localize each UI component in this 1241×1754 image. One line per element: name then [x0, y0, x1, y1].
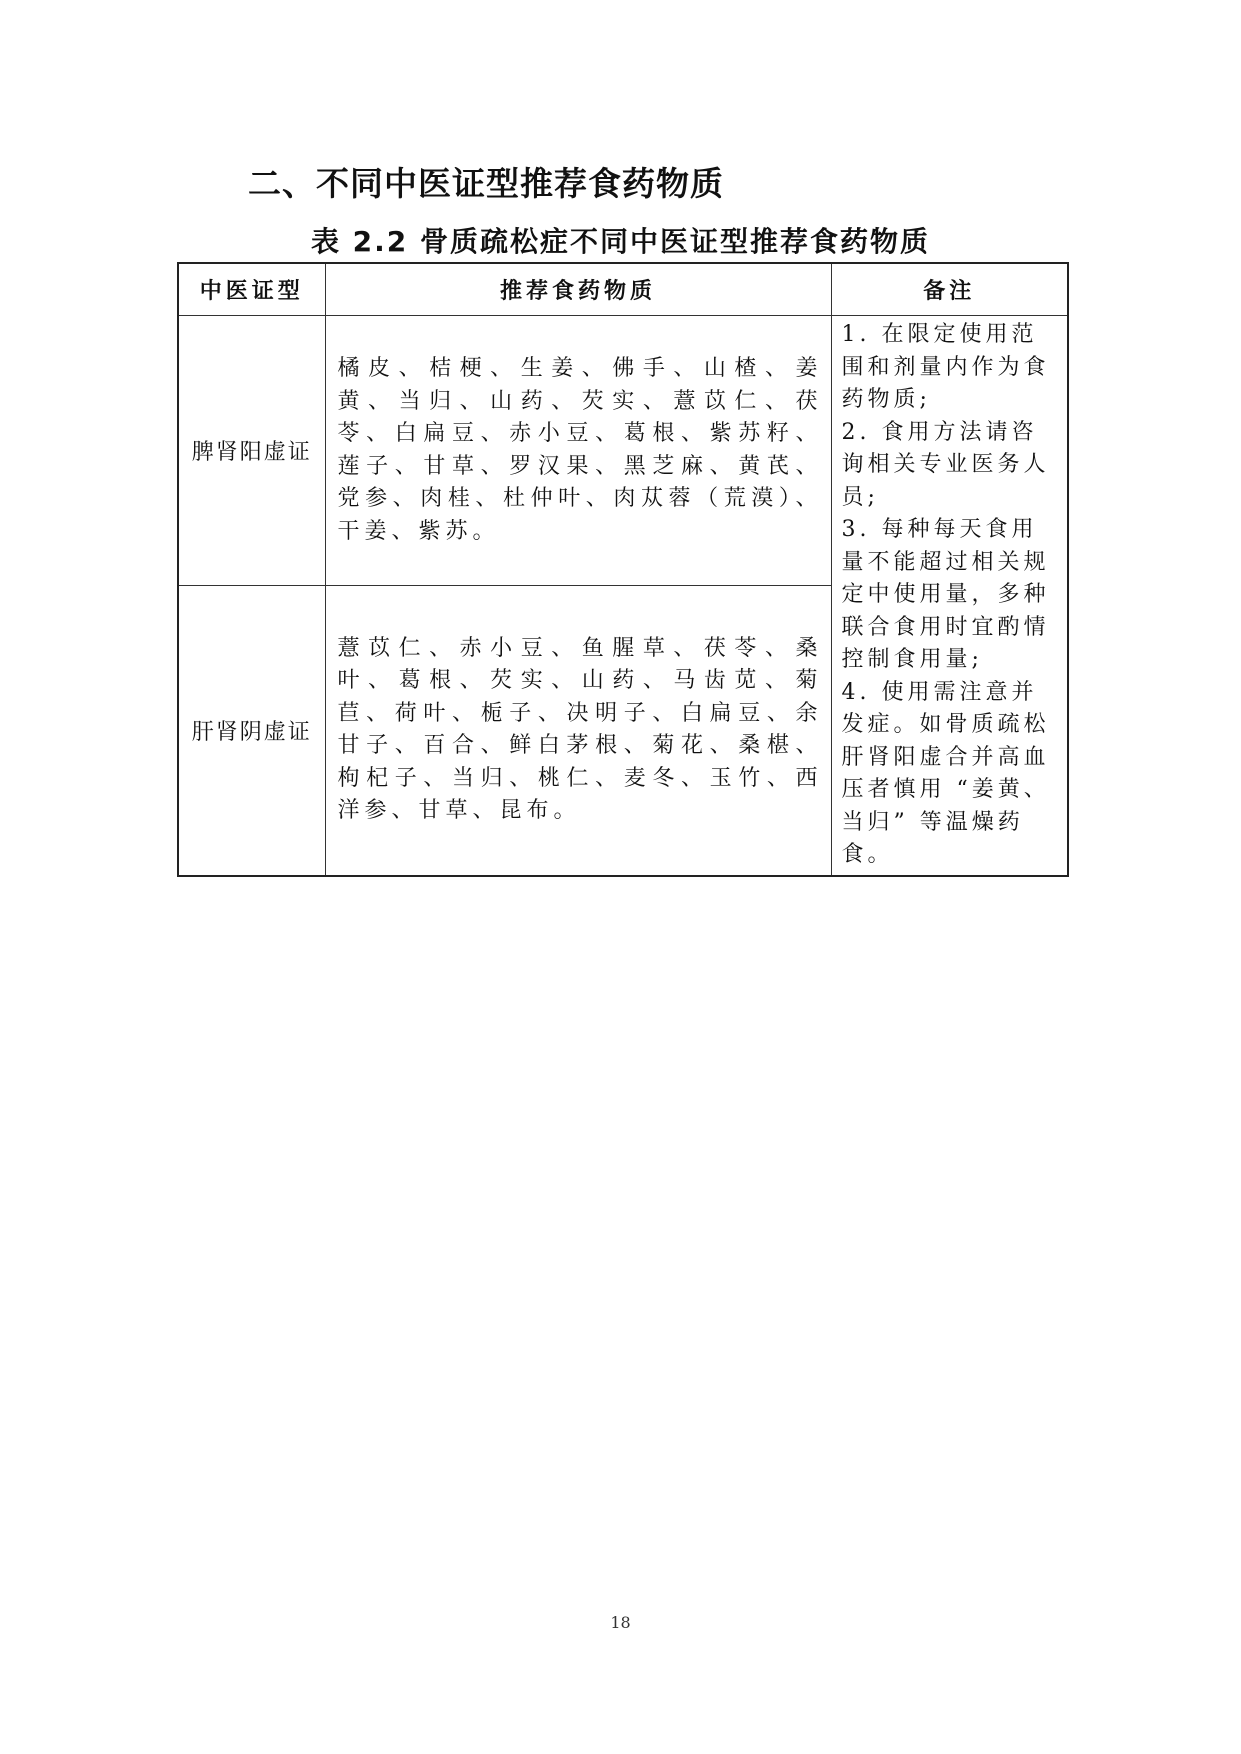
section-heading: 二、不同中医证型推荐食药物质	[248, 164, 724, 203]
syndrome-cell: 脾肾阳虚证	[178, 316, 325, 586]
table-row	[178, 316, 1068, 586]
notes-cell	[831, 316, 1068, 876]
note-item: 3. 每种每天食用量不能超过相关规定中使用量，多种联合食用时宜酌情控制食用量;	[841, 517, 1050, 672]
note-item: 2. 食用方法请咨询相关专业医务人员;	[841, 419, 1050, 510]
column-header-herbs: 推荐食药物质	[325, 263, 831, 316]
note-item: 1. 在限定使用范围和剂量内作为食药物质;	[841, 322, 1050, 412]
note-item: 4. 使用需注意并发症。如骨质疏松肝肾阳虚合并高血压者慎用 “姜黄、当归” 等温燥药食。	[841, 679, 1050, 867]
herbs-cell: 薏苡仁、赤小豆、鱼腥草、茯苓、桑叶、葛根、芡实、山药、马齿苋、菊苣、荷叶、栀子、决明子、白扁豆、余甘子、百合、鲜白茅根、菊花、桑椹、枸杞子、当归、桃仁、麦冬、玉竹、西洋参、甘草、昆布。	[325, 586, 831, 876]
herbs-cell: 橘皮、桔梗、生姜、佛手、山楂、姜黄、当归、山药、芡实、薏苡仁、茯苓、白扁豆、赤小豆、葛根、紫苏籽、莲子、甘草、罗汉果、黑芝麻、黄芪、党参、肉桂、杜仲叶、肉苁蓉（荒漠）、干姜、紫苏。	[325, 316, 831, 586]
column-header-syndrome: 中医证型	[178, 263, 325, 316]
page-number: 18	[610, 1613, 631, 1632]
syndrome-cell: 肝肾阴虚证	[178, 586, 325, 876]
herb-recommendation-table	[177, 262, 1069, 877]
table-header-row	[178, 263, 1068, 316]
column-header-notes: 备注	[831, 263, 1068, 316]
table-caption: 表 2.2 骨质疏松症不同中医证型推荐食药物质	[310, 225, 931, 258]
